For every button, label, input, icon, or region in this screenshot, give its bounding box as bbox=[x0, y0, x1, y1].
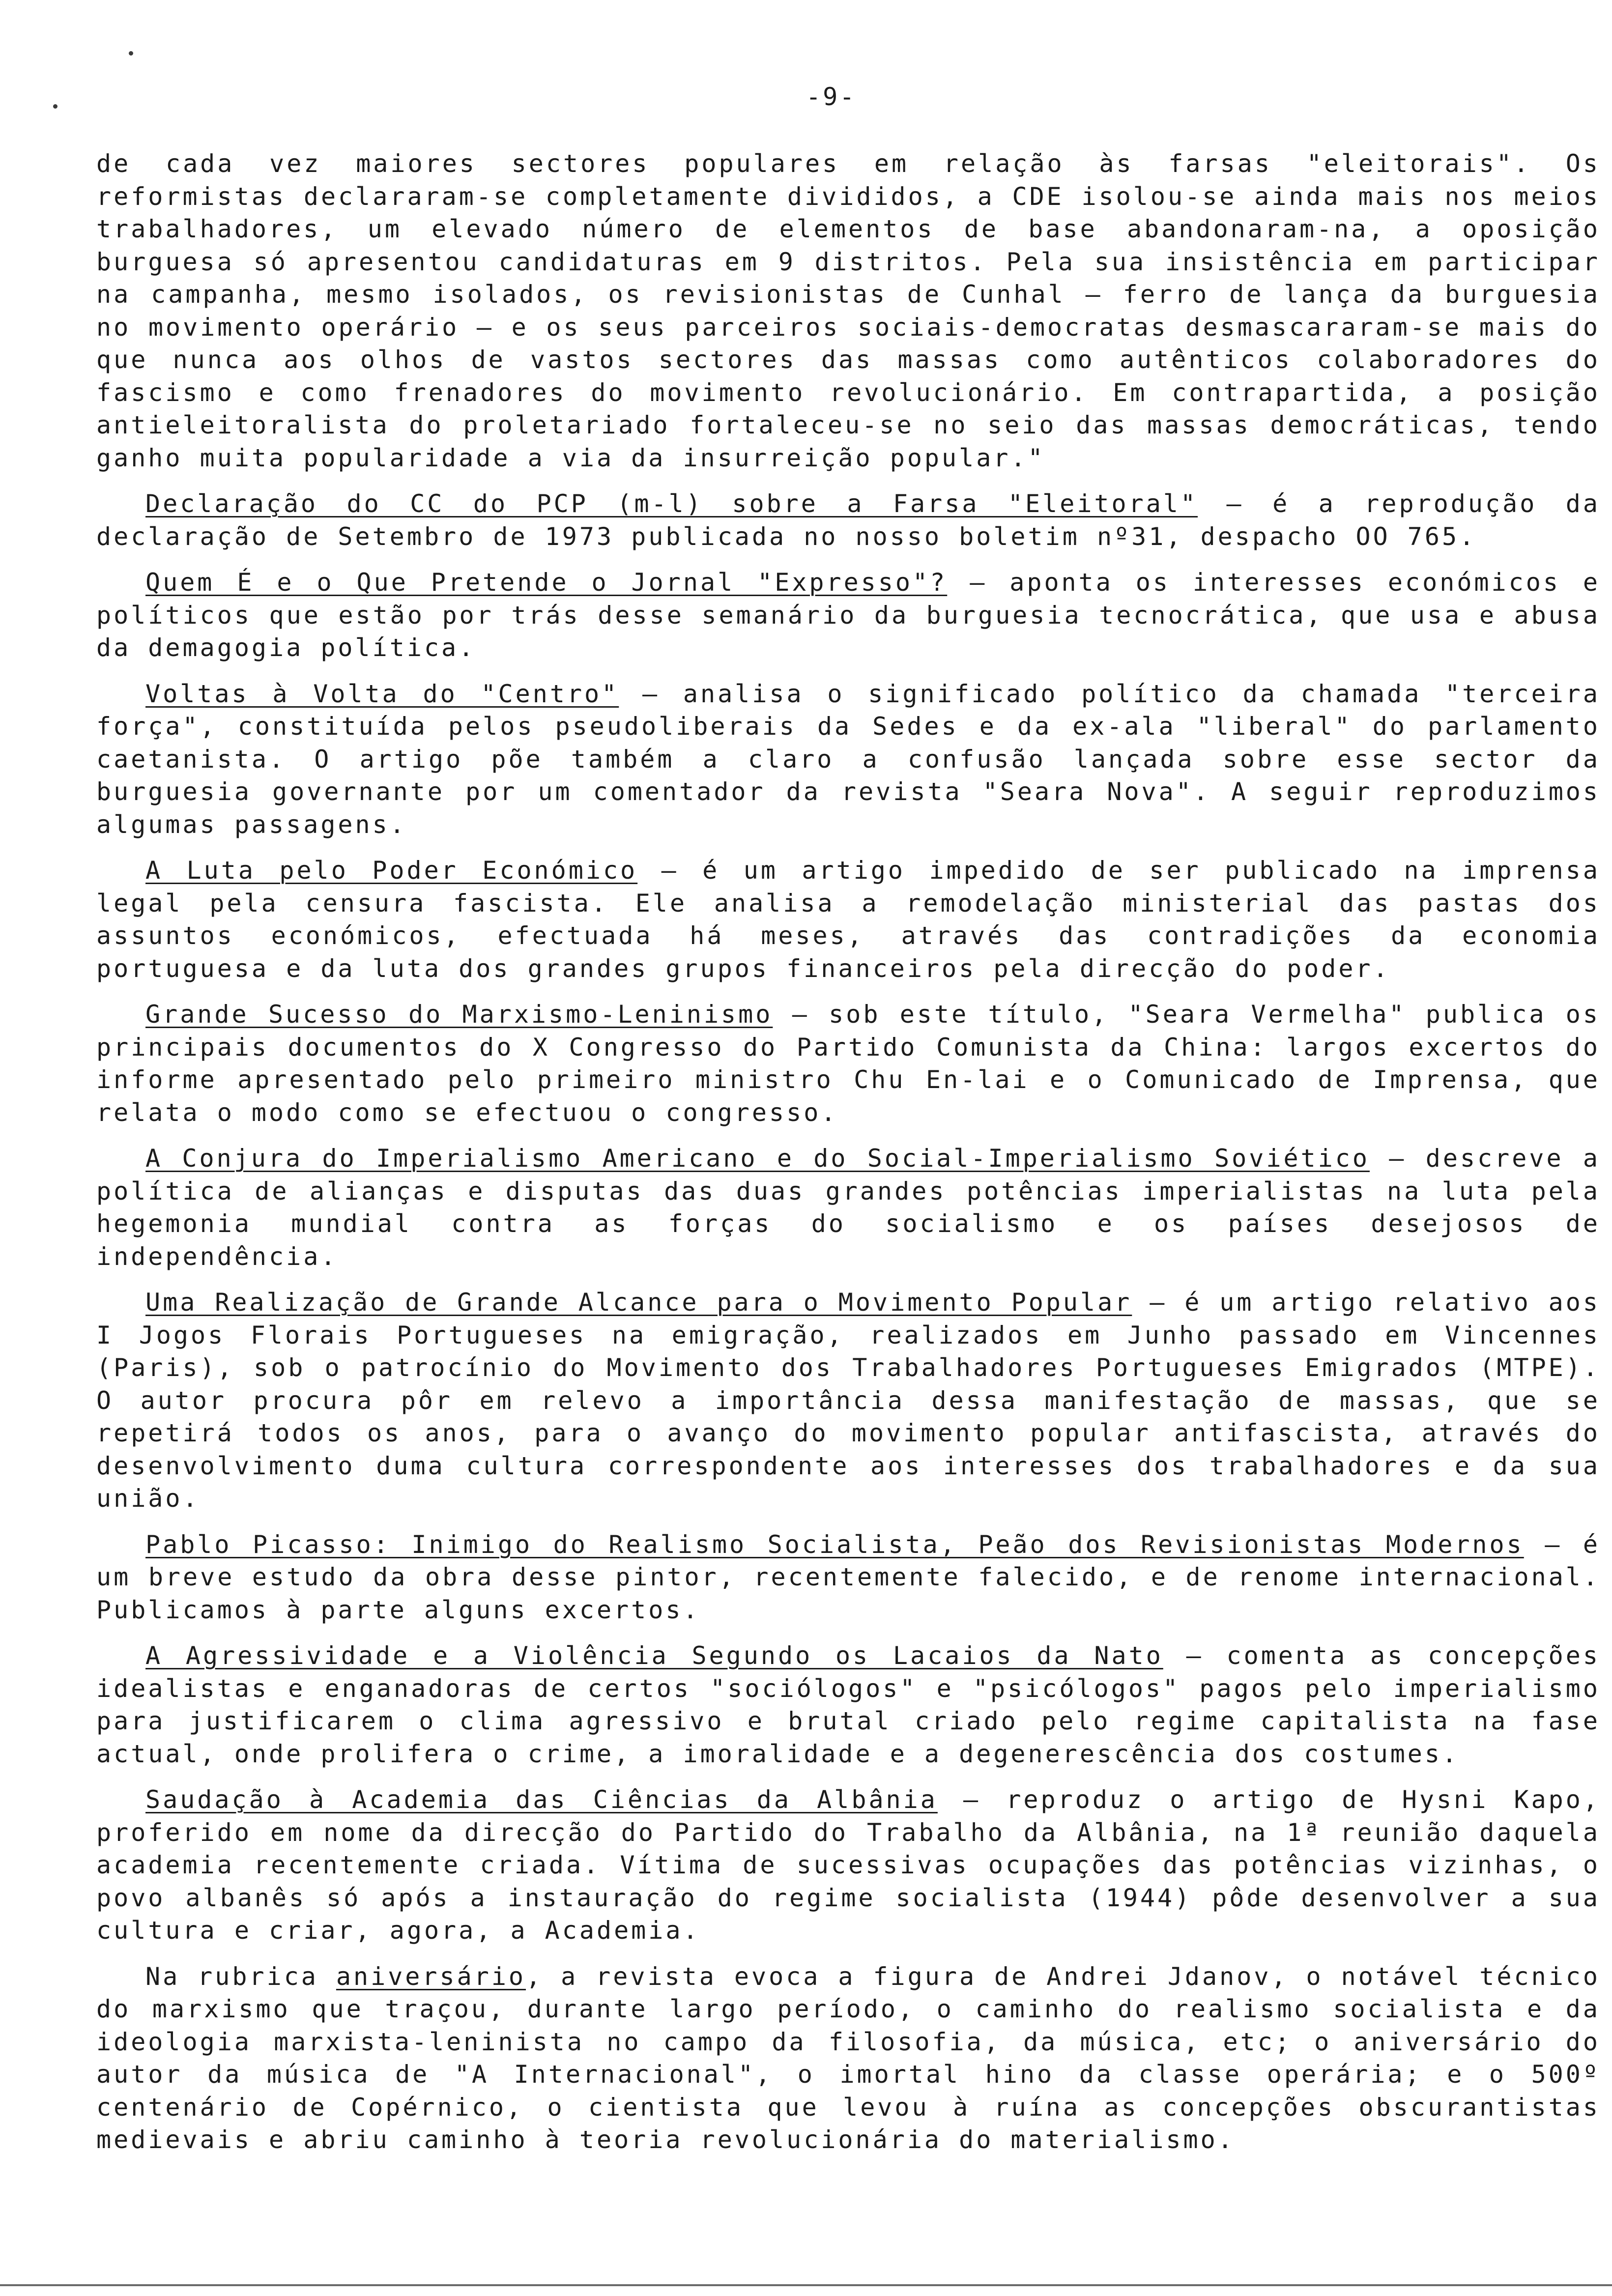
paragraph-9-text: — é um breve estudo da obra desse pintor, recentemente falecido, e de renome internacional. Publicamos à parte alguns excertos. bbox=[96, 1530, 1600, 1624]
article-heading-picasso: Pablo Picasso: Inimigo do Realismo Socialista, Peão dos Revisionistas Modernos bbox=[145, 1530, 1524, 1559]
paragraph-12 bbox=[96, 1960, 1600, 2156]
paragraph-10-text: — comenta as concepções idealistas e enganadoras de certos "sociólogos" e "psicólogos" pagos pelo imperialismo para justificarem o clima agressivo e brutal criado pelo regime capitalista na fase actual, onde prolifera o crime, a imoralidade e a degenerescência dos costumes. bbox=[96, 1641, 1600, 1768]
article-heading-agressividade: A Agressividade e a Violência Segundo os Lacaios da Nato bbox=[145, 1641, 1163, 1670]
article-heading-marxismo-leninismo: Grande Sucesso do Marxismo-Leninismo bbox=[145, 1000, 773, 1029]
margin-speck-dot bbox=[53, 104, 58, 109]
paragraph-2 bbox=[96, 488, 1600, 553]
paragraph-11 bbox=[96, 1783, 1600, 1947]
article-heading-centro: Voltas à Volta do "Centro" bbox=[145, 679, 619, 708]
paragraph-4 bbox=[96, 678, 1600, 841]
paragraph-5 bbox=[96, 854, 1600, 985]
article-heading-saudacao: Saudação à Academia das Ciências da Albânia bbox=[145, 1785, 938, 1814]
paragraph-10 bbox=[96, 1639, 1600, 1770]
paragraph-7 bbox=[96, 1142, 1600, 1273]
paragraph-12-prefix: Na rubrica bbox=[145, 1962, 336, 1991]
article-heading-poder-economico: A Luta pelo Poder Económico bbox=[145, 856, 638, 885]
margin-speck-dot bbox=[129, 51, 133, 56]
article-heading-conjura: A Conjura do Imperialismo Americano e do Social-Imperialismo Soviético bbox=[145, 1144, 1370, 1173]
paragraph-1-text: de cada vez maiores sectores populares em relação às farsas "eleitorais". Os reformistas declararam-se completamente divididos, a CDE isolou-se ainda mais nos meios trabalhadores, um elevado número de elementos de base abandonaram-na, a oposição burguesa só apresentou candidaturas em 9 distritos. Pela sua insistência em participar na campanha, mesmo isolados, os revisionistas de Cunhal — ferro de lança da burguesia no movimento operário — e os seus parceiros sociais-democratas desmascararam-se mais do que nunca aos olhos de vastos sectores das massas como autênticos colaboradores do fascismo e como frenadores do movimento revolucionário. Em contrapartida, a posição antieleitoralista do proletariado fortaleceu-se no seio das massas democráticas, tendo ganho muita popularidade a via da insurreição popular." bbox=[96, 149, 1600, 472]
paragraph-11-text: — reproduz o artigo de Hysni Kapo, proferido em nome da direcção do Partido do Trabalho da Albânia, na 1ª reunião daquela academia recentemente criada. Vítima de sucessivas ocupações das potências vizinhas, o povo albanês só após a instauração do regime socialista (1944) pôde desenvolver a sua cultura e criar, agora, a Academia. bbox=[96, 1785, 1600, 1945]
article-heading-declaracao: Declaração do CC do PCP (m-l) sobre a Farsa "Eleitoral" bbox=[145, 489, 1198, 518]
article-heading-realizacao: Uma Realização de Grande Alcance para o Movimento Popular bbox=[145, 1288, 1132, 1317]
paragraph-8 bbox=[96, 1286, 1600, 1515]
paragraph-6-text: — sob este título, "Seara Vermelha" publica os principais documentos do X Congresso do Partido Comunista da China: largos excertos do informe apresentado pelo primeiro ministro Chu En-lai e o Comunicado de Imprensa, que relata o modo como se efectuou o congresso. bbox=[96, 1000, 1600, 1127]
paragraph-8-text: — é um artigo relativo aos I Jogos Florais Portugueses na emigração, realizados em Junho passado em Vincennes (Paris), sob o patrocínio do Movimento dos Trabalhadores Portugueses Emigrados (MTPE). O autor procura pôr em relevo a importância dessa manifestação de massas, que se repetirá todos os anos, para o avanço do movimento popular antifascista, através do desenvolvimento duma cultura correspondente aos interesses dos trabalhadores e da sua união. bbox=[96, 1288, 1600, 1513]
paragraph-9 bbox=[96, 1528, 1600, 1627]
body-text bbox=[96, 147, 1600, 2170]
page-bottom-rule bbox=[0, 2284, 1612, 2286]
paragraph-1 bbox=[96, 147, 1600, 474]
paragraph-3 bbox=[96, 566, 1600, 664]
paragraph-3-text: — aponta os interesses económicos e políticos que estão por trás desse semanário da burguesia tecnocrática, que usa e abusa da demagogia política. bbox=[96, 568, 1600, 662]
paragraph-5-text: — é um artigo impedido de ser publicado na imprensa legal pela censura fascista. Ele analisa a remodelação ministerial das pastas dos assuntos económicos, efectuada há meses, através das contradições da economia portuguesa e da luta dos grandes grupos financeiros pela direcção do poder. bbox=[96, 856, 1600, 983]
paragraph-2-text: — é a reprodução da declaração de Setembro de 1973 publicada no nosso boletim nº31, despacho OO 765. bbox=[96, 489, 1600, 551]
article-heading-expresso: Quem É e o Que Pretende o Jornal "Expresso"? bbox=[145, 568, 948, 597]
paragraph-6 bbox=[96, 998, 1600, 1129]
article-heading-aniversario: aniversário bbox=[336, 1962, 526, 1991]
paragraph-12-text: , a revista evoca a figura de Andrei Jdanov, o notável técnico do marxismo que traçou, durante largo período, o caminho do realismo socialista e da ideologia marxista-leninista no campo da filosofia, da música, etc; o aniversário do autor da música de "A Internacional", o imortal hino da classe operária; e o 500º centenário de Copérnico, o cientista que levou à ruína as concepções obscurantistas medievais e abriu caminho à teoria revolucionária do materialismo. bbox=[96, 1962, 1601, 2154]
paragraph-4-text: — analisa o significado político da chamada "terceira força", constituída pelos pseudoliberais da Sedes e da ex-ala "liberal" do parlamento caetanista. O artigo põe também a claro a confusão lançada sobre esse sector da burguesia governante por um comentador da revista "Seara Nova". A seguir reproduzimos algumas passagens. bbox=[96, 679, 1600, 839]
page-number: -9- bbox=[806, 83, 857, 111]
paragraph-7-text: — descreve a política de alianças e disputas das duas grandes potências imperialistas na luta pela hegemonia mundial contra as forças do socialismo e os países desejosos de independência. bbox=[96, 1144, 1600, 1271]
